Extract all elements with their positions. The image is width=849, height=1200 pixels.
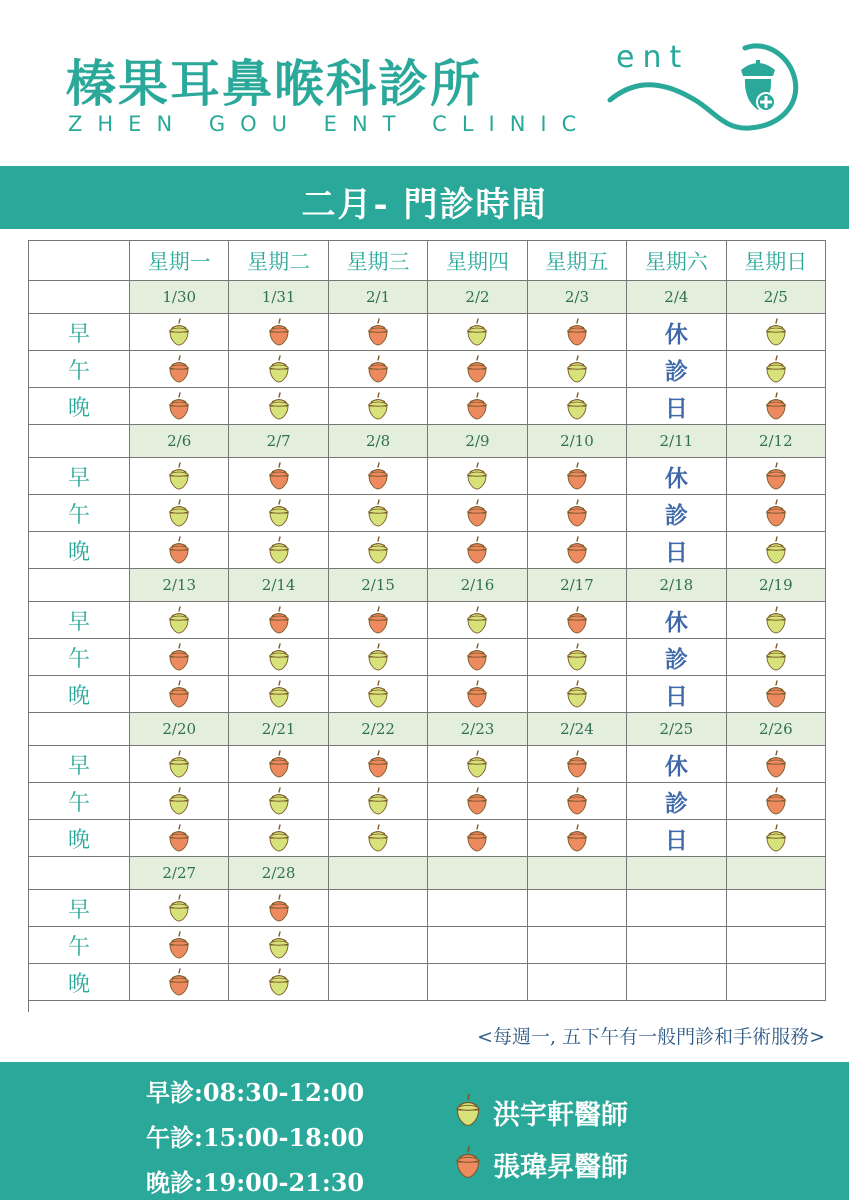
acorn-icon xyxy=(466,499,488,527)
acorn-icon xyxy=(268,392,290,420)
acorn-icon xyxy=(566,643,588,671)
date-cell: 2/4 xyxy=(627,281,726,314)
schedule-slot xyxy=(229,746,328,783)
acorn-icon xyxy=(168,318,190,346)
footer xyxy=(0,1062,849,1200)
acorn-icon xyxy=(566,392,588,420)
date-cell: 2/18 xyxy=(627,569,726,602)
empty-slot xyxy=(627,964,726,1001)
session-label: 晚 xyxy=(29,964,130,1001)
acorn-icon xyxy=(765,318,787,346)
acorn-icon xyxy=(455,1093,493,1131)
date-cell xyxy=(627,857,726,890)
schedule-slot xyxy=(428,314,527,351)
acorn-icon xyxy=(466,606,488,634)
acorn-icon xyxy=(367,392,389,420)
acorn-icon xyxy=(168,499,190,527)
acorn-icon xyxy=(268,824,290,852)
schedule-slot xyxy=(428,495,527,532)
empty-slot xyxy=(727,964,826,1001)
schedule-slot xyxy=(727,351,826,388)
date-cell xyxy=(428,857,527,890)
schedule-slot xyxy=(329,746,428,783)
doctor-legend xyxy=(455,1086,628,1190)
clinic-header xyxy=(0,0,849,165)
acorn-icon xyxy=(466,392,488,420)
session-label: 晚 xyxy=(29,532,130,569)
acorn-icon xyxy=(168,931,190,959)
schedule-slot xyxy=(727,458,826,495)
acorn-icon xyxy=(566,318,588,346)
schedule-slot xyxy=(229,820,328,857)
acorn-icon xyxy=(765,824,787,852)
acorn-icon xyxy=(765,499,787,527)
logo-text: ent xyxy=(616,40,690,75)
acorn-icon xyxy=(268,462,290,490)
schedule-slot xyxy=(229,927,328,964)
legend-label: 張瑋昇醫師 xyxy=(493,1151,628,1183)
session-label: 早 xyxy=(29,890,130,927)
acorn-icon xyxy=(367,643,389,671)
acorn-icon xyxy=(268,643,290,671)
schedule-slot xyxy=(329,532,428,569)
session-label: 午 xyxy=(29,927,130,964)
schedule-slot xyxy=(229,532,328,569)
date-cell: 2/11 xyxy=(627,425,726,458)
acorn-icon xyxy=(566,536,588,564)
acorn-icon xyxy=(466,643,488,671)
schedule-slot xyxy=(229,602,328,639)
schedule-slot xyxy=(130,783,229,820)
acorn-icon xyxy=(168,643,190,671)
acorn-icon xyxy=(367,787,389,815)
date-cell: 2/2 xyxy=(428,281,527,314)
closed-day-text: 診 xyxy=(627,783,726,820)
closed-day-text: 診 xyxy=(627,351,726,388)
schedule-slot xyxy=(229,676,328,713)
schedule-slot xyxy=(130,602,229,639)
date-cell: 2/24 xyxy=(528,713,627,746)
session-label: 晚 xyxy=(29,388,130,425)
date-cell: 2/5 xyxy=(727,281,826,314)
schedule-slot xyxy=(130,458,229,495)
acorn-icon xyxy=(765,355,787,383)
schedule-slot xyxy=(329,820,428,857)
schedule-slot xyxy=(229,783,328,820)
schedule-slot xyxy=(130,351,229,388)
acorn-icon xyxy=(268,968,290,996)
acorn-icon xyxy=(765,643,787,671)
schedule-slot xyxy=(229,351,328,388)
schedule-slot xyxy=(528,532,627,569)
acorn-icon xyxy=(168,392,190,420)
acorn-icon xyxy=(168,894,190,922)
schedule-slot xyxy=(229,388,328,425)
acorn-icon xyxy=(466,462,488,490)
session-label: 早 xyxy=(29,314,130,351)
schedule-slot xyxy=(428,602,527,639)
schedule-table xyxy=(28,240,826,1012)
schedule-slot xyxy=(528,783,627,820)
acorn-icon xyxy=(765,787,787,815)
afternoon-hours: 午診:15:00-18:00 xyxy=(146,1123,365,1152)
closed-day-text: 日 xyxy=(627,820,726,857)
acorn-icon xyxy=(367,355,389,383)
schedule-slot xyxy=(528,639,627,676)
acorn-icon xyxy=(268,680,290,708)
schedule-slot xyxy=(130,388,229,425)
date-cell: 1/30 xyxy=(130,281,229,314)
weekday-header: 星期日 xyxy=(727,241,826,281)
schedule-slot xyxy=(229,964,328,1001)
date-cell: 2/15 xyxy=(329,569,428,602)
banner-title: 二月- 門診時間 xyxy=(301,185,548,225)
closed-day-text: 日 xyxy=(627,532,726,569)
schedule-slot xyxy=(130,314,229,351)
weekday-header: 星期一 xyxy=(130,241,229,281)
acorn-icon xyxy=(566,606,588,634)
acorn-icon xyxy=(566,750,588,778)
empty-slot xyxy=(329,964,428,1001)
session-label: 早 xyxy=(29,458,130,495)
empty-slot xyxy=(329,890,428,927)
weekday-header: 星期三 xyxy=(329,241,428,281)
date-row-label xyxy=(29,425,130,458)
date-cell: 2/22 xyxy=(329,713,428,746)
schedule-slot xyxy=(130,927,229,964)
acorn-icon xyxy=(268,318,290,346)
empty-slot xyxy=(627,890,726,927)
schedule-slot xyxy=(727,820,826,857)
acorn-icon xyxy=(566,787,588,815)
schedule-slot xyxy=(528,458,627,495)
acorn-icon xyxy=(566,462,588,490)
schedule-slot xyxy=(229,314,328,351)
session-label: 午 xyxy=(29,351,130,388)
acorn-icon xyxy=(367,824,389,852)
acorn-icon xyxy=(367,606,389,634)
schedule-slot xyxy=(727,639,826,676)
date-cell: 2/13 xyxy=(130,569,229,602)
acorn-icon xyxy=(268,931,290,959)
schedule-slot xyxy=(528,388,627,425)
date-cell: 2/21 xyxy=(229,713,328,746)
empty-slot xyxy=(528,890,627,927)
empty-slot xyxy=(528,964,627,1001)
date-cell: 2/19 xyxy=(727,569,826,602)
empty-slot xyxy=(727,890,826,927)
closed-day-text: 休 xyxy=(627,458,726,495)
acorn-icon xyxy=(168,787,190,815)
acorn-icon xyxy=(466,787,488,815)
acorn-icon xyxy=(168,680,190,708)
schedule-slot xyxy=(130,964,229,1001)
acorn-icon xyxy=(765,750,787,778)
schedule-slot xyxy=(428,351,527,388)
date-cell: 2/28 xyxy=(229,857,328,890)
schedule-slot xyxy=(329,495,428,532)
acorn-icon xyxy=(268,355,290,383)
morning-hours: 早診:08:30-12:00 xyxy=(146,1078,365,1107)
schedule-slot xyxy=(727,388,826,425)
schedule-slot xyxy=(428,783,527,820)
schedule-slot xyxy=(727,532,826,569)
clinic-name-english: ZHEN GOU ENT CLINIC xyxy=(68,112,592,136)
schedule-slot xyxy=(528,351,627,388)
acorn-icon xyxy=(367,750,389,778)
closed-day-text: 休 xyxy=(627,314,726,351)
weekday-header: 星期四 xyxy=(428,241,527,281)
schedule-slot xyxy=(428,532,527,569)
acorn-icon xyxy=(168,824,190,852)
legend-item-zhang xyxy=(455,1138,628,1190)
acorn-icon xyxy=(466,680,488,708)
acorn-icon xyxy=(168,606,190,634)
schedule-slot xyxy=(130,890,229,927)
date-cell: 2/20 xyxy=(130,713,229,746)
acorn-icon xyxy=(168,355,190,383)
acorn-icon xyxy=(566,824,588,852)
evening-hours: 晚診:19:00-21:30 xyxy=(146,1168,365,1197)
acorn-icon xyxy=(466,355,488,383)
schedule-slot xyxy=(428,458,527,495)
date-row-label xyxy=(29,281,130,314)
acorn-icon xyxy=(765,462,787,490)
session-label: 午 xyxy=(29,639,130,676)
schedule-slot xyxy=(528,495,627,532)
date-cell: 2/10 xyxy=(528,425,627,458)
weekday-header: 星期二 xyxy=(229,241,328,281)
date-row-label xyxy=(29,857,130,890)
schedule-slot xyxy=(329,351,428,388)
schedule-slot xyxy=(229,495,328,532)
date-cell: 2/14 xyxy=(229,569,328,602)
acorn-icon xyxy=(268,750,290,778)
closed-day-text: 診 xyxy=(627,495,726,532)
legend-label: 洪宇軒醫師 xyxy=(493,1099,628,1131)
acorn-icon xyxy=(268,536,290,564)
schedule-slot xyxy=(528,314,627,351)
schedule-slot xyxy=(727,746,826,783)
session-label: 早 xyxy=(29,602,130,639)
schedule-slot xyxy=(130,495,229,532)
session-label: 午 xyxy=(29,495,130,532)
session-label: 午 xyxy=(29,783,130,820)
closed-day-text: 休 xyxy=(627,746,726,783)
date-row-label xyxy=(29,713,130,746)
empty-slot xyxy=(428,890,527,927)
date-cell xyxy=(329,857,428,890)
date-cell: 2/12 xyxy=(727,425,826,458)
acorn-icon xyxy=(268,787,290,815)
date-cell: 2/6 xyxy=(130,425,229,458)
empty-slot xyxy=(428,927,527,964)
acorn-icon xyxy=(466,824,488,852)
schedule-slot xyxy=(329,676,428,713)
schedule-slot xyxy=(130,639,229,676)
date-cell: 2/27 xyxy=(130,857,229,890)
acorn-icon xyxy=(466,318,488,346)
schedule-slot xyxy=(428,639,527,676)
closed-day-text: 休 xyxy=(627,602,726,639)
schedule-slot xyxy=(329,458,428,495)
date-cell: 2/8 xyxy=(329,425,428,458)
session-label: 晚 xyxy=(29,676,130,713)
acorn-icon xyxy=(268,606,290,634)
clinic-hours xyxy=(146,1070,364,1200)
empty-slot xyxy=(627,927,726,964)
empty-slot xyxy=(428,964,527,1001)
schedule-slot xyxy=(130,676,229,713)
schedule-slot xyxy=(130,820,229,857)
closed-day-text: 日 xyxy=(627,388,726,425)
clinic-name: 榛果耳鼻喉科診所 xyxy=(66,55,482,113)
service-note: <每週一, 五下午有一般門診和手術服務> xyxy=(477,1026,825,1048)
month-banner xyxy=(0,166,849,229)
schedule-slot xyxy=(727,783,826,820)
session-label: 早 xyxy=(29,746,130,783)
date-cell: 1/31 xyxy=(229,281,328,314)
acorn-icon xyxy=(765,606,787,634)
empty-slot xyxy=(528,927,627,964)
schedule-slot xyxy=(727,314,826,351)
acorn-icon xyxy=(367,318,389,346)
schedule-slot xyxy=(130,746,229,783)
acorn-icon xyxy=(367,499,389,527)
date-row-label xyxy=(29,569,130,602)
empty-slot xyxy=(329,927,428,964)
legend-item-hong xyxy=(455,1086,628,1138)
acorn-icon xyxy=(268,499,290,527)
date-cell: 2/16 xyxy=(428,569,527,602)
date-cell: 2/3 xyxy=(528,281,627,314)
schedule-slot xyxy=(229,890,328,927)
schedule-slot xyxy=(229,458,328,495)
acorn-icon xyxy=(168,968,190,996)
closed-day-text: 日 xyxy=(627,676,726,713)
date-cell: 2/9 xyxy=(428,425,527,458)
acorn-icon xyxy=(566,680,588,708)
date-cell: 2/7 xyxy=(229,425,328,458)
schedule-slot xyxy=(229,639,328,676)
schedule-slot xyxy=(727,495,826,532)
corner-cell xyxy=(29,241,130,281)
acorn-icon xyxy=(367,680,389,708)
acorn-icon xyxy=(566,355,588,383)
schedule-slot xyxy=(528,676,627,713)
date-cell xyxy=(528,857,627,890)
schedule-slot xyxy=(130,532,229,569)
schedule-slot xyxy=(727,676,826,713)
schedule-slot xyxy=(428,746,527,783)
acorn-icon xyxy=(268,894,290,922)
acorn-icon xyxy=(466,750,488,778)
schedule-slot xyxy=(528,602,627,639)
schedule-slot xyxy=(329,314,428,351)
acorn-icon xyxy=(168,750,190,778)
weekday-header: 星期六 xyxy=(627,241,726,281)
acorn-icon xyxy=(168,462,190,490)
schedule-slot xyxy=(329,639,428,676)
schedule-slot xyxy=(329,388,428,425)
empty-slot xyxy=(727,927,826,964)
schedule-slot xyxy=(428,388,527,425)
schedule-slot xyxy=(528,820,627,857)
schedule-slot xyxy=(428,676,527,713)
acorn-icon xyxy=(765,392,787,420)
schedule-slot xyxy=(428,820,527,857)
date-cell: 2/23 xyxy=(428,713,527,746)
schedule-slot xyxy=(528,746,627,783)
acorn-icon xyxy=(765,536,787,564)
acorn-icon xyxy=(466,536,488,564)
closed-day-text: 診 xyxy=(627,639,726,676)
date-cell: 2/25 xyxy=(627,713,726,746)
schedule-slot xyxy=(329,602,428,639)
acorn-icon xyxy=(765,680,787,708)
date-cell xyxy=(727,857,826,890)
weekday-header: 星期五 xyxy=(528,241,627,281)
date-cell: 2/1 xyxy=(329,281,428,314)
session-label: 晚 xyxy=(29,820,130,857)
acorn-icon xyxy=(367,462,389,490)
acorn-icon xyxy=(367,536,389,564)
date-cell: 2/26 xyxy=(727,713,826,746)
schedule-slot xyxy=(329,783,428,820)
acorn-icon xyxy=(168,536,190,564)
acorn-icon xyxy=(566,499,588,527)
acorn-icon xyxy=(455,1145,493,1183)
schedule-slot xyxy=(727,602,826,639)
date-cell: 2/17 xyxy=(528,569,627,602)
